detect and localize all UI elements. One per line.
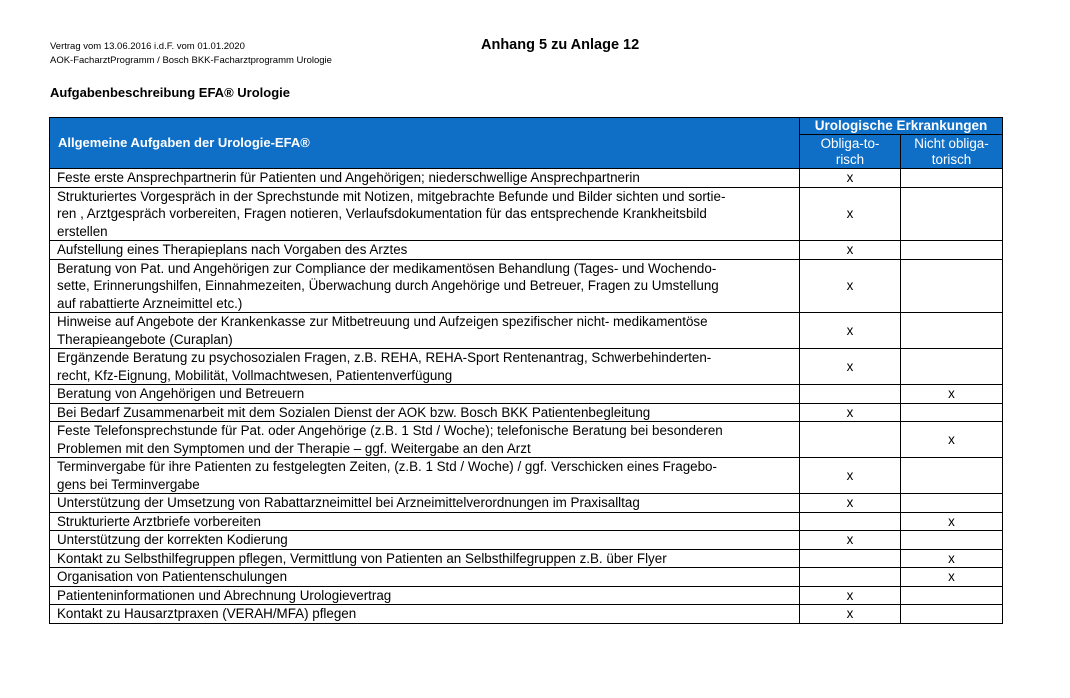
task-description-line: Organisation von Patientenschulungen — [57, 569, 288, 584]
obligatory-header-line-2: risch — [835, 151, 865, 167]
tasks-column-header: Allgemeine Aufgaben der Urologie-EFA® — [50, 118, 800, 169]
task-description-line: Problemen mit den Symptomen und der Therapie – ggf. Weitergabe an den Arzt — [57, 440, 531, 456]
table-row — [50, 458, 1003, 494]
tasks-table-body — [50, 169, 1003, 624]
obligatory-mark: x — [800, 241, 901, 260]
table-row — [50, 586, 1003, 605]
table-row — [50, 187, 1003, 241]
table-row — [50, 568, 1003, 587]
not-obligatory-mark — [901, 241, 1003, 260]
task-description-line: Beratung von Angehörigen und Betreuern — [57, 386, 305, 401]
not-obligatory-column-header — [901, 135, 1003, 169]
table-row — [50, 512, 1003, 531]
not-obligatory-mark — [901, 169, 1003, 188]
task-description-line: Ergänzende Beratung zu psychosozialen Fragen, z.B. REHA, REHA-Sport Rentenantrag, Schwerbehinderten- — [57, 350, 712, 365]
table-row — [50, 605, 1003, 624]
table-row — [50, 385, 1003, 404]
task-description-line: Hinweise auf Angebote der Krankenkasse zur Mitbetreuung und Aufzeigen spezifischer nicht- medikamentöse — [57, 314, 708, 329]
task-description — [50, 313, 800, 349]
table-row — [50, 494, 1003, 513]
obligatory-mark: x — [800, 605, 901, 624]
obligatory-mark: x — [800, 494, 901, 513]
task-description-line: Kontakt zu Hausarztpraxen (VERAH/MFA) pflegen — [57, 606, 357, 621]
task-description-line: Kontakt zu Selbsthilfegruppen pflegen, Vermittlung von Patienten an Selbsthilfegruppen z.B. über Flyer — [57, 550, 667, 566]
task-description-line: Feste Telefonsprechstunde für Pat. oder Angehörige (z.B. 1 Std / Woche); telefonische Beratung bei besonderen — [57, 423, 723, 438]
not-obligatory-mark: x — [901, 422, 1003, 458]
table-row — [50, 549, 1003, 568]
table-row — [50, 422, 1003, 458]
not-obligatory-header-line-1: Nicht obliga- — [914, 135, 989, 151]
tasks-table — [49, 117, 1003, 624]
task-description-line: Feste erste Ansprechpartnerin für Patienten und Angehörigen; niederschwellige Ansprechpartnerin — [57, 170, 640, 185]
task-description-line: sette, Erinnerungshilfen, Einnahmezeiten, Überwachung durch Angehörige und Betreuer, Fragen zu Umstellung — [57, 278, 719, 293]
task-description-line: erstellen — [57, 223, 108, 239]
table-row — [50, 403, 1003, 422]
not-obligatory-mark — [901, 458, 1003, 494]
task-description — [50, 169, 800, 188]
task-description-line: Beratung von Pat. und Angehörigen zur Compliance der medikamentösen Behandlung (Tages- und Wochendo- — [57, 260, 717, 276]
obligatory-mark: x — [800, 586, 901, 605]
task-description-line: Strukturiertes Vorgespräch in der Sprechstunde mit Notizen, mitgebrachte Befunde und Bilder sichten und sortie- — [57, 188, 726, 204]
task-description — [50, 586, 800, 605]
contract-line-1: Vertrag vom 13.06.2016 i.d.F. vom 01.01.2020 — [50, 41, 245, 52]
obligatory-mark: x — [800, 187, 901, 241]
task-description-line: recht, Kfz-Eignung, Mobilität, Vollmachtwesen, Patientenverfügung — [57, 367, 453, 383]
not-obligatory-mark: x — [901, 385, 1003, 404]
document-title: Aufgabenbeschreibung EFA® Urologie — [50, 85, 290, 100]
task-description — [50, 458, 800, 494]
obligatory-mark: x — [800, 169, 901, 188]
table-row — [50, 313, 1003, 349]
not-obligatory-mark: x — [901, 512, 1003, 531]
obligatory-mark: x — [800, 458, 901, 494]
task-description — [50, 531, 800, 550]
task-description — [50, 259, 800, 313]
obligatory-mark: x — [800, 313, 901, 349]
task-description-line: gens bei Terminvergabe — [57, 476, 200, 492]
task-description — [50, 403, 800, 422]
obligatory-mark — [800, 568, 901, 587]
not-obligatory-mark: x — [901, 549, 1003, 568]
table-row — [50, 169, 1003, 188]
table-row — [50, 349, 1003, 385]
contract-line-2: AOK-FacharztProgramm / Bosch BKK-Facharztprogramm Urologie — [50, 55, 332, 66]
not-obligatory-mark — [901, 259, 1003, 313]
annex-title: Anhang 5 zu Anlage 12 — [481, 37, 640, 53]
task-description-line: ren , Arztgespräch vorbereiten, Fragen notieren, Verlaufsdokumentation für das entsprechende Krankheitsbild — [57, 206, 707, 221]
task-description — [50, 385, 800, 404]
task-description — [50, 241, 800, 260]
task-description — [50, 512, 800, 531]
not-obligatory-mark — [901, 349, 1003, 385]
obligatory-mark — [800, 549, 901, 568]
task-description — [50, 494, 800, 513]
task-description-line: Unterstützung der korrekten Kodierung — [57, 532, 288, 547]
table-row — [50, 259, 1003, 313]
not-obligatory-header-line-2: torisch — [931, 151, 972, 167]
task-description-line: Bei Bedarf Zusammenarbeit mit dem Sozialen Dienst der AOK bzw. Bosch BKK Patientenbegleitung — [57, 404, 651, 420]
not-obligatory-mark — [901, 586, 1003, 605]
task-description-line: auf rabattierte Arzneimittel etc.) — [57, 295, 243, 311]
task-description-line: Therapieangebote (Curaplan) — [57, 331, 233, 347]
task-description-line: Unterstützung der Umsetzung von Rabattarzneimittel bei Arzneimittelverordnungen im Praxisalltag — [57, 495, 640, 510]
obligatory-mark: x — [800, 259, 901, 313]
not-obligatory-mark — [901, 531, 1003, 550]
task-description — [50, 605, 800, 624]
task-description — [50, 349, 800, 385]
obligatory-header-line-1: Obliga-to- — [820, 135, 880, 151]
obligatory-mark — [800, 422, 901, 458]
task-description — [50, 422, 800, 458]
not-obligatory-mark — [901, 403, 1003, 422]
task-description-line: Patienteninformationen und Abrechnung Urologievertrag — [57, 587, 392, 603]
diseases-group-header: Urologische Erkrankungen — [800, 118, 1003, 135]
not-obligatory-mark — [901, 313, 1003, 349]
obligatory-mark — [800, 512, 901, 531]
task-description-line: Terminvergabe für ihre Patienten zu festgelegten Zeiten, (z.B. 1 Std / Woche) / ggf. Verschicken eines Fragebo- — [57, 459, 717, 474]
task-description — [50, 568, 800, 587]
table-row — [50, 241, 1003, 260]
task-description — [50, 187, 800, 241]
not-obligatory-mark: x — [901, 568, 1003, 587]
not-obligatory-mark — [901, 605, 1003, 624]
contract-info — [50, 40, 332, 68]
obligatory-mark: x — [800, 531, 901, 550]
obligatory-mark — [800, 385, 901, 404]
not-obligatory-mark — [901, 187, 1003, 241]
obligatory-mark: x — [800, 349, 901, 385]
obligatory-column-header — [800, 135, 901, 169]
task-description-line: Aufstellung eines Therapieplans nach Vorgaben des Arztes — [57, 242, 408, 257]
task-description — [50, 549, 800, 568]
obligatory-mark: x — [800, 403, 901, 422]
not-obligatory-mark — [901, 494, 1003, 513]
table-row — [50, 531, 1003, 550]
task-description-line: Strukturierte Arztbriefe vorbereiten — [57, 513, 261, 529]
